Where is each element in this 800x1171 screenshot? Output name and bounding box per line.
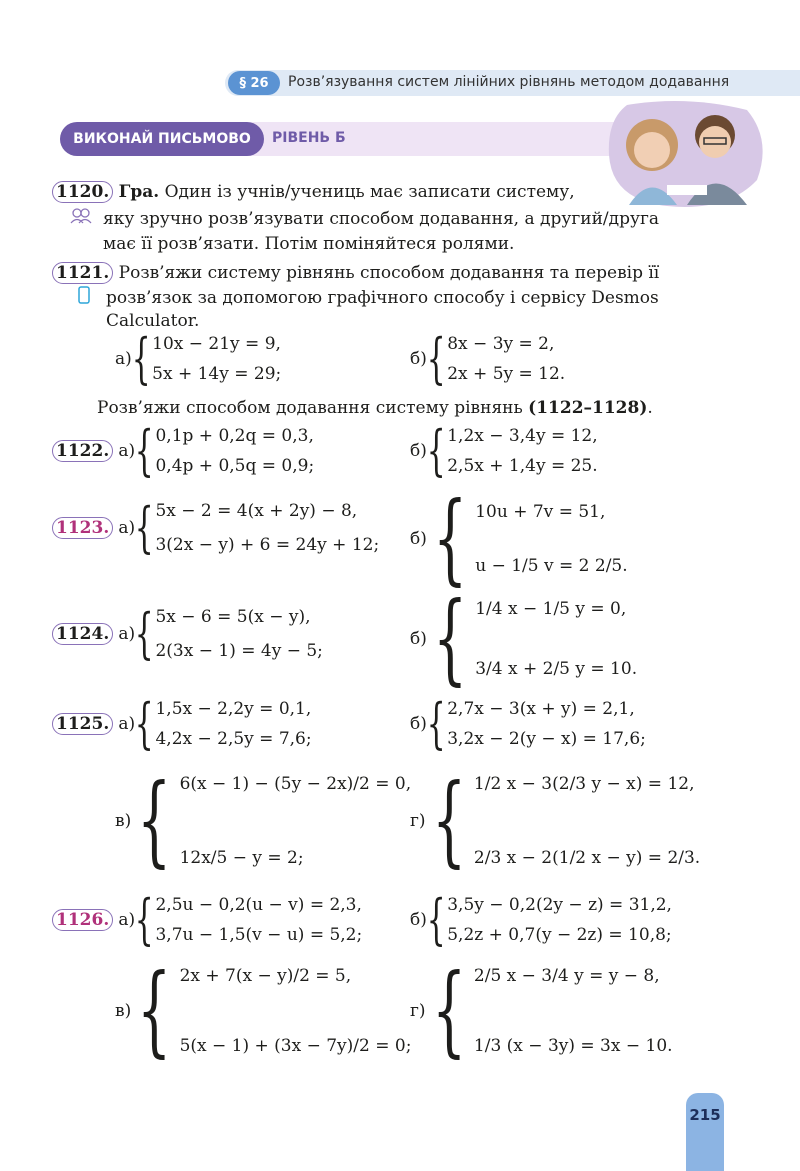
equation: 10x − 21y = 9, (152, 334, 281, 354)
equation: 3(2x − y) + 6 = 24y + 12; (155, 535, 380, 555)
item-label: г) (410, 811, 426, 831)
item-label: б) (410, 349, 427, 369)
equation: 1/3 (x − 3y) = 3x − 10. (473, 1036, 673, 1056)
equation: 2,5u − 0,2(u − v) = 2,3, (155, 895, 362, 915)
text-line: Calculator. (106, 311, 200, 331)
equation: 1,5x − 2,2y = 0,1, (155, 699, 312, 719)
exercise-number: 1125. (52, 713, 113, 735)
equation: 2x + 5y = 12. (447, 364, 566, 384)
exercise-number: 1121. (52, 262, 113, 284)
exercise-number: 1120. (52, 181, 113, 203)
system-1121-a (115, 327, 282, 390)
system-1126-d (410, 954, 673, 1068)
equation: 3/4 x + 2/5 y = 10. (475, 659, 638, 679)
system-1126-a (52, 888, 363, 951)
equation: 5,2z + 0,7(y − 2z) = 10,8; (447, 925, 672, 945)
equation: 2(3x − 1) = 4y − 5; (155, 641, 323, 661)
exercise-1120-line1 (52, 180, 575, 204)
brace: { (431, 764, 466, 878)
system-1123-a (52, 496, 380, 559)
brace: { (426, 888, 446, 951)
exercise-number: 1123. (52, 517, 113, 539)
equation: 0,4p + 0,5q = 0,9; (155, 456, 315, 476)
text-line: яку зручно розв’язувати способом додавання, а другий/друга (103, 209, 660, 229)
system-1125-c (115, 764, 412, 878)
text-line: Розв’яжи систему рівнянь способом додавання та перевір її (118, 263, 660, 283)
item-label: а) (115, 349, 132, 369)
equation: 10u + 7v = 51, (475, 502, 606, 522)
level-label: РІВЕНЬ Б (272, 130, 346, 146)
task-type-label: ВИКОНАЙ ПИСЬМОВО (60, 122, 264, 156)
instruction-text: Розв’яжи способом додавання систему рівнянь (97, 398, 529, 418)
item-label: б) (410, 441, 427, 461)
instruction (97, 398, 653, 418)
brace: { (426, 327, 446, 390)
equation: 5x + 14y = 29; (152, 364, 282, 384)
brace: { (134, 419, 154, 482)
equation: 8x − 3y = 2, (447, 334, 555, 354)
brace: { (432, 482, 468, 596)
item-label: б) (410, 910, 427, 930)
equation: 3,7u − 1,5(v − u) = 5,2; (155, 925, 363, 945)
system-1123-b (410, 482, 628, 596)
equation: 3,2x − 2(y − x) = 17,6; (447, 729, 646, 749)
equation: 6(x − 1) − (5y − 2x)/2 = 0, (179, 774, 412, 794)
system-1125-a (52, 692, 312, 755)
equation: 1,2x − 3,4y = 12, (447, 426, 598, 446)
brace: { (131, 327, 151, 390)
equation: 0,1p + 0,2q = 0,3, (155, 426, 314, 446)
instruction-end: . (647, 398, 653, 418)
brace: { (134, 602, 154, 665)
equation: 2,5x + 1,4y = 25. (447, 456, 598, 476)
item-label: а) (118, 714, 136, 734)
brace: { (432, 582, 468, 696)
section-badge: § 26 (228, 71, 280, 95)
section-title: Розв’язування систем лінійних рівнянь методом додавання (288, 74, 730, 90)
system-1122-a (52, 419, 315, 482)
brace: { (431, 954, 466, 1068)
brace: { (137, 954, 172, 1068)
exercise-number: 1126. (52, 909, 113, 931)
brace: { (134, 692, 154, 755)
text-line: розв’язок за допомогою графічного способу і сервісу Desmos (106, 288, 659, 308)
equation: 4,2x − 2,5y = 7,6; (155, 729, 312, 749)
exercise-1121-line1 (52, 261, 659, 285)
exercise-number: 1122. (52, 440, 113, 462)
equation: 2,7x − 3(x + y) = 2,1, (447, 699, 635, 719)
equation: 1/4 x − 1/5 y = 0, (475, 599, 627, 619)
system-1124-b (410, 582, 638, 696)
pair-work-icon (70, 208, 92, 224)
exercise-number: 1124. (52, 623, 113, 645)
game-label: Гра. (118, 182, 160, 202)
phone-icon (78, 286, 90, 304)
system-1126-b (410, 888, 672, 951)
system-1122-b (410, 419, 598, 482)
item-label: в) (115, 1001, 132, 1021)
equation: u − 1/5 v = 2 2/5. (475, 556, 628, 576)
equation: 12x/5 − y = 2; (179, 848, 304, 868)
system-1126-c (115, 954, 412, 1068)
students-photo (607, 100, 767, 210)
brace: { (426, 692, 446, 755)
equation: 2x + 7(x − y)/2 = 5, (179, 966, 352, 986)
equation: 1/2 x − 3(2/3 y − x) = 12, (473, 774, 695, 794)
system-1124-a (52, 602, 323, 665)
instruction-range: (1122–1128) (528, 398, 648, 418)
brace: { (137, 764, 172, 878)
brace: { (426, 419, 446, 482)
item-label: в) (115, 811, 132, 831)
item-label: а) (118, 910, 136, 930)
text-line: має її розв’язати. Потім поміняйтеся ролями. (103, 234, 515, 254)
equation: 5(x − 1) + (3x − 7y)/2 = 0; (179, 1036, 412, 1056)
equation: 2/3 x − 2(1/2 x − y) = 2/3. (473, 848, 701, 868)
item-label: а) (118, 441, 136, 461)
system-1121-b (410, 327, 566, 390)
brace: { (134, 496, 154, 559)
equation: 2/5 x − 3/4 y = y − 8, (473, 966, 660, 986)
page-number: 215 (686, 1093, 724, 1171)
item-label: г) (410, 1001, 426, 1021)
item-label: б) (410, 714, 427, 734)
item-label: б) (410, 529, 427, 549)
equation: 3,5y − 0,2(2y − z) = 31,2, (447, 895, 672, 915)
system-1125-d (410, 764, 701, 878)
brace: { (134, 888, 154, 951)
text-line: Один із учнів/учениць має записати систему, (159, 182, 575, 202)
item-label: а) (118, 518, 136, 538)
item-label: а) (118, 624, 136, 644)
equation: 5x − 6 = 5(x − y), (155, 607, 311, 627)
equation: 5x − 2 = 4(x + 2y) − 8, (155, 501, 358, 521)
item-label: б) (410, 629, 427, 649)
system-1125-b (410, 692, 646, 755)
